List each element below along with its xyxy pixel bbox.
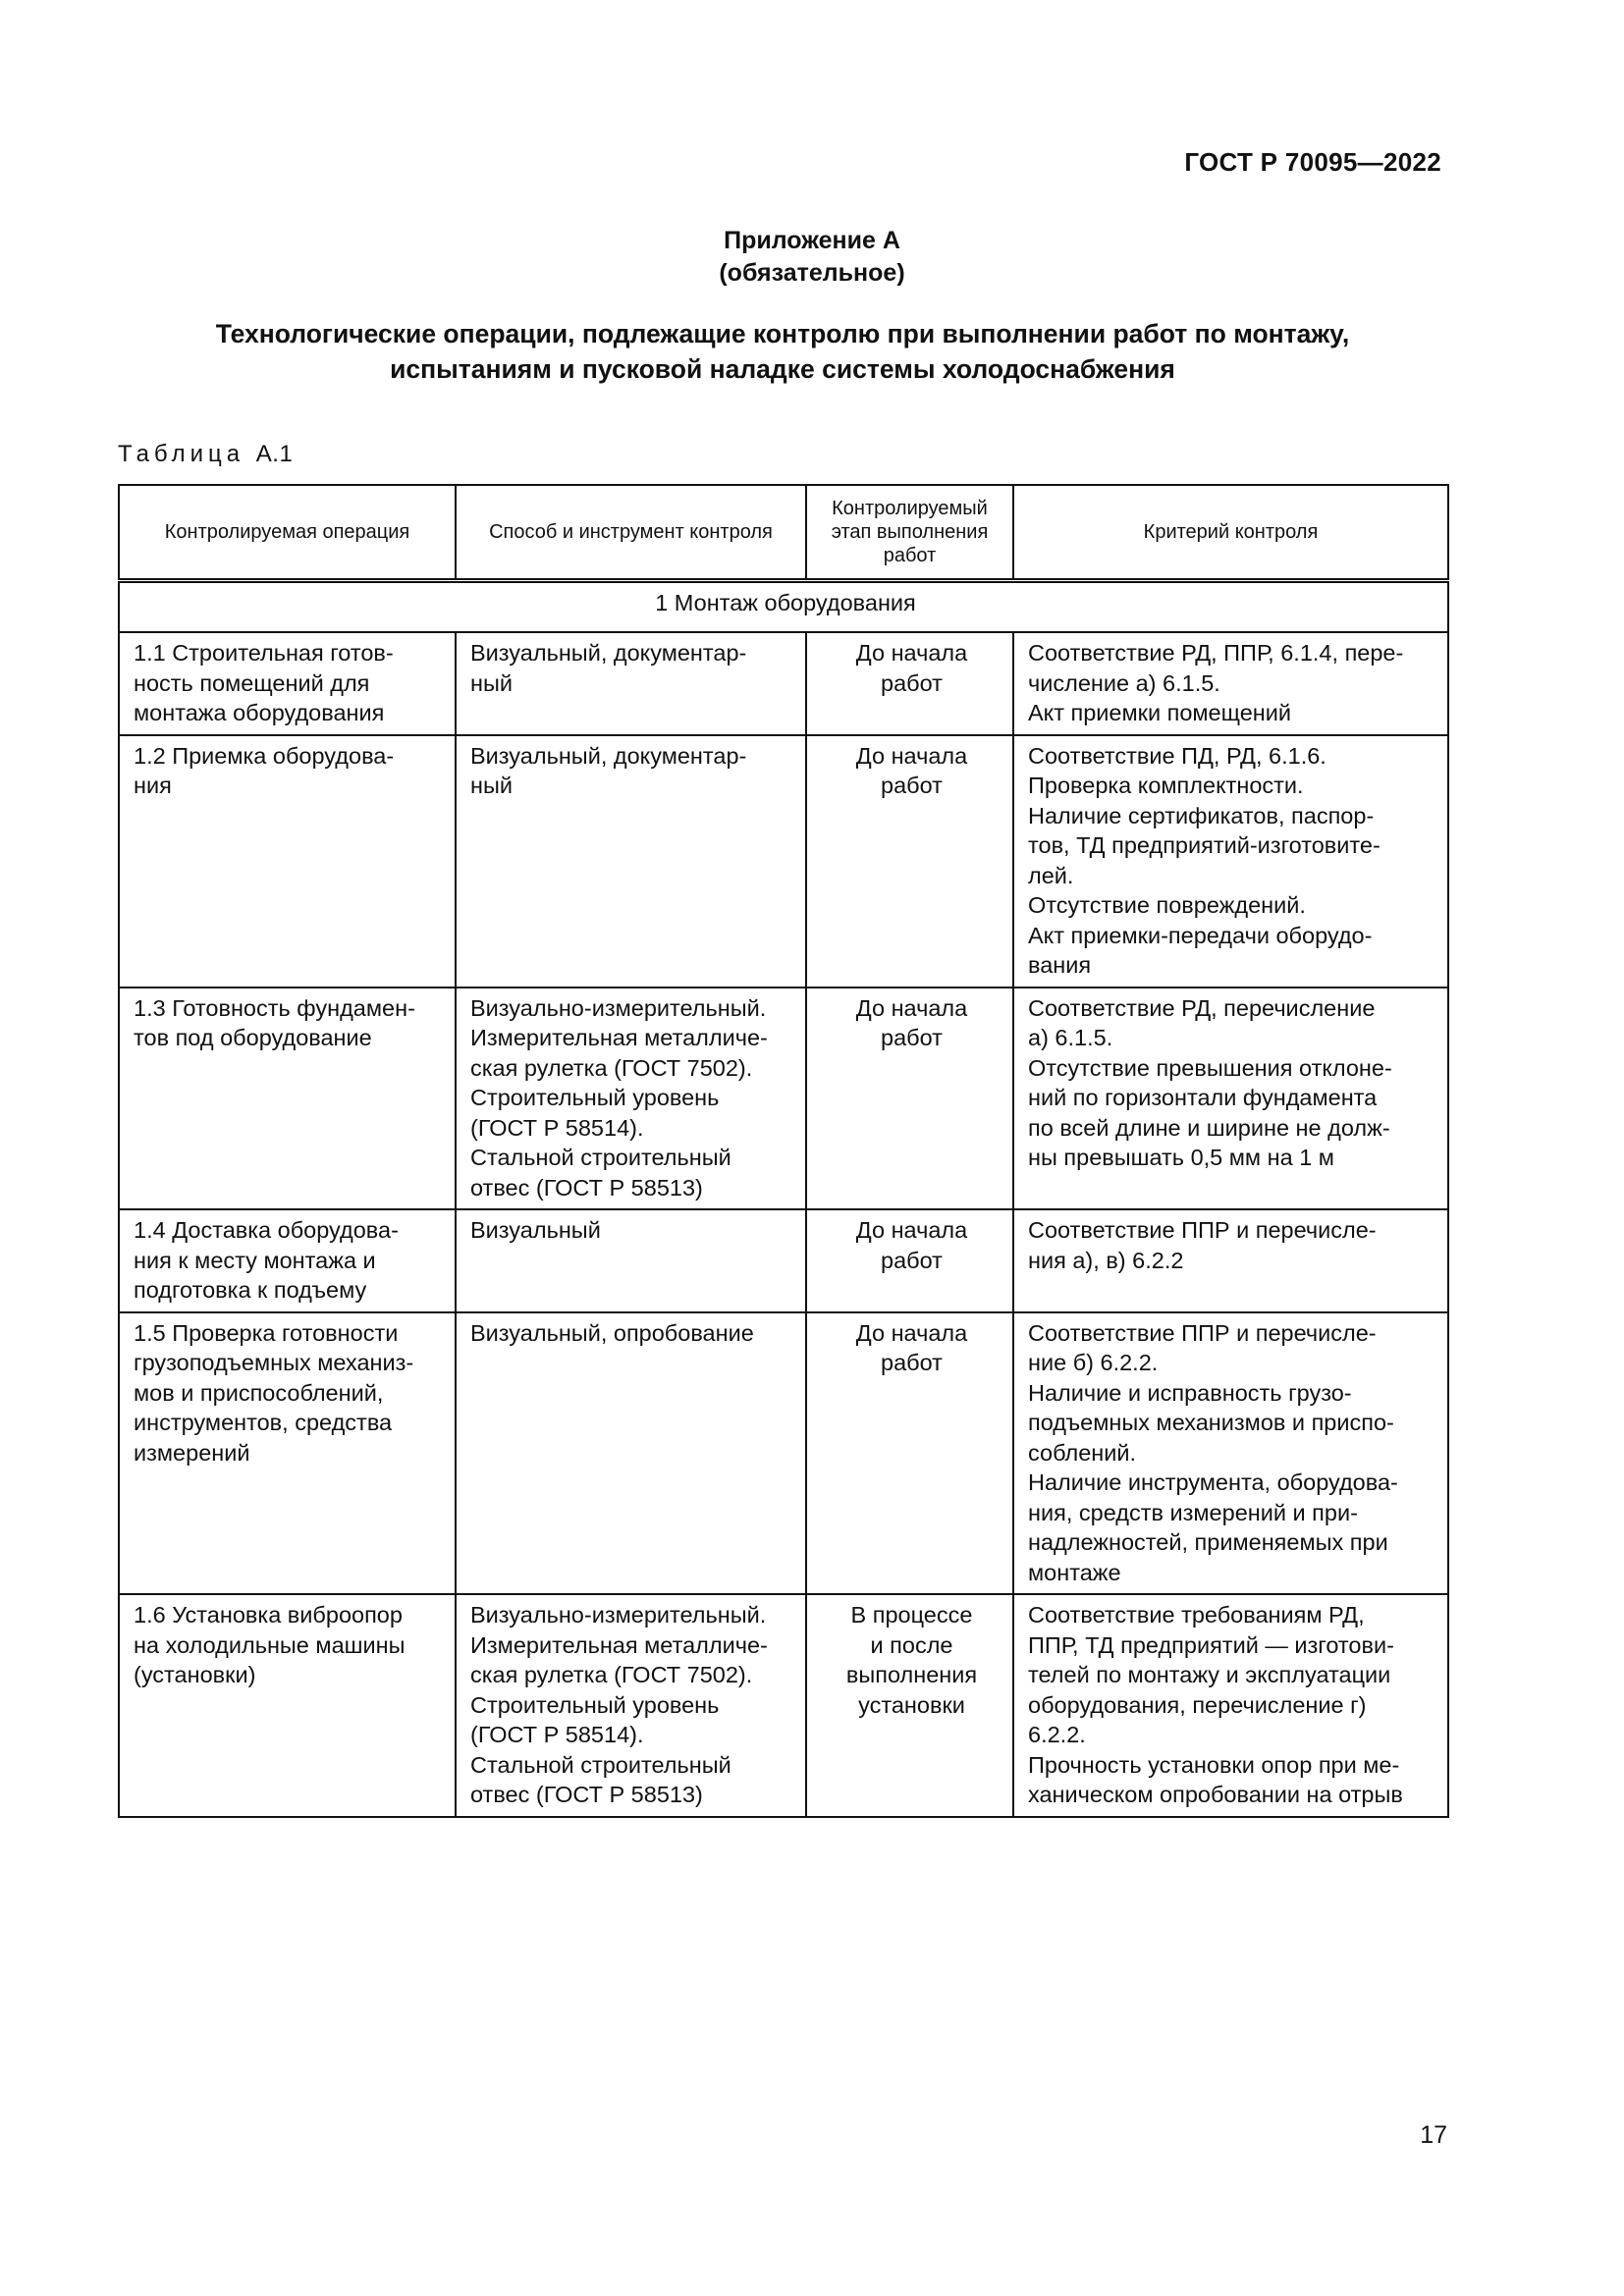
cell-text-line: Соответствие РД, перечисление bbox=[1028, 994, 1376, 1021]
cell-criterion bbox=[1013, 735, 1448, 988]
cell-text-line: соблений. bbox=[1028, 1439, 1137, 1466]
table-row bbox=[119, 1209, 1448, 1312]
cell-text-line: ханическом опробовании на отрыв bbox=[1028, 1782, 1403, 1807]
cell-text-line: 1.4 Доставка оборудова- bbox=[134, 1217, 399, 1243]
cell-text-line: работ bbox=[881, 1025, 943, 1050]
cell-text-line: 1.5 Проверка готовности bbox=[134, 1319, 399, 1346]
cell-text-line: До начала bbox=[855, 1319, 968, 1346]
cell-text-line: на холодильные машины bbox=[134, 1631, 406, 1658]
cell-text-line: 6.2.2. bbox=[1028, 1722, 1086, 1747]
main-title bbox=[118, 316, 1447, 387]
cell-method bbox=[456, 735, 806, 988]
cell-text-line: а) 6.1.5. bbox=[1028, 1025, 1113, 1050]
cell-stage bbox=[806, 1594, 1013, 1817]
cell-text-line: Акт приемки-передачи оборудо- bbox=[1028, 922, 1373, 948]
table-row bbox=[119, 1312, 1448, 1595]
appendix-title: Приложение А bbox=[724, 227, 900, 254]
cell-text-line: Визуальный, документар- bbox=[470, 640, 747, 666]
cell-text-line: инструментов, средства bbox=[134, 1410, 393, 1435]
cell-criterion bbox=[1013, 632, 1448, 735]
cell-text-line: (ГОСТ Р 58514). bbox=[470, 1722, 644, 1747]
cell-text-line: ность помещений для bbox=[134, 669, 370, 696]
section-row bbox=[119, 581, 1448, 633]
cell-text-line: подготовка к подъему bbox=[134, 1277, 367, 1303]
cell-text-line: Отсутствие повреждений. bbox=[1028, 892, 1306, 918]
cell-text-line: Визуальный, документар- bbox=[470, 742, 747, 769]
cell-text-line: отвес (ГОСТ Р 58513) bbox=[470, 1174, 703, 1201]
cell-text-line: До начала bbox=[855, 742, 968, 769]
cell-stage bbox=[806, 632, 1013, 735]
cell-text-line: мов и приспособлений, bbox=[134, 1379, 384, 1406]
table-row bbox=[119, 988, 1448, 1210]
cell-text-line: Соответствие ППР и перечисле- bbox=[1028, 1319, 1377, 1346]
table-row bbox=[119, 735, 1448, 988]
cell-method bbox=[456, 1594, 806, 1817]
cell-text-line: выполнения bbox=[845, 1662, 978, 1687]
cell-stage bbox=[806, 735, 1013, 988]
cell-text-line: вания bbox=[1028, 952, 1092, 978]
cell-text-line: ская рулетка (ГОСТ 7502). bbox=[470, 1662, 753, 1687]
cell-text-line: 1.2 Приемка оборудова- bbox=[134, 742, 395, 769]
cell-text-line: ния а), в) 6.2.2 bbox=[1028, 1247, 1184, 1273]
cell-text-line: ны превышать 0,5 мм на 1 м bbox=[1028, 1145, 1334, 1170]
table-row bbox=[119, 632, 1448, 735]
cell-text-line: Проверка комплектности. bbox=[1028, 773, 1304, 798]
document-code: ГОСТ Р 70095—2022 bbox=[1184, 147, 1441, 177]
table-header-row bbox=[119, 485, 1448, 581]
cell-operation bbox=[119, 1312, 456, 1595]
cell-text-line: 1.1 Строительная готов- bbox=[134, 640, 394, 666]
cell-text-line: Визуальный, опробование bbox=[470, 1319, 754, 1346]
column-header-stage: Контролируемый этап выполнения работ bbox=[806, 485, 1013, 581]
cell-operation bbox=[119, 735, 456, 988]
cell-criterion bbox=[1013, 1209, 1448, 1312]
appendix-heading bbox=[0, 225, 1624, 290]
cell-text-line: установки bbox=[858, 1691, 965, 1718]
cell-text-line: Наличие инструмента, оборудова- bbox=[1028, 1469, 1398, 1495]
main-title-line-1: Технологические операции, подлежащие контролю при выполнении работ по монтажу, bbox=[215, 319, 1350, 348]
cell-text-line: работ bbox=[881, 669, 943, 696]
cell-text-line: тов, ТД предприятий-изготовите- bbox=[1028, 832, 1380, 858]
cell-text-line: грузоподъемных механиз- bbox=[134, 1350, 414, 1375]
cell-text-line: Измерительная металличе- bbox=[470, 1025, 768, 1050]
column-header-method: Способ и инструмент контроля bbox=[456, 485, 806, 581]
page-number: 17 bbox=[1420, 2121, 1447, 2149]
cell-text-line: До начала bbox=[855, 640, 968, 666]
cell-text-line: Акт приемки помещений bbox=[1028, 700, 1291, 725]
cell-text-line: работ bbox=[881, 773, 943, 798]
cell-text-line: Стальной строительный bbox=[470, 1145, 731, 1170]
cell-text-line: оборудования, перечисление г) bbox=[1028, 1691, 1367, 1718]
cell-operation bbox=[119, 632, 456, 735]
cell-text-line: надлежностей, применяемых при bbox=[1028, 1529, 1388, 1555]
cell-text-line: (ГОСТ Р 58514). bbox=[470, 1114, 644, 1141]
cell-text-line: 1.3 Готовность фундамен- bbox=[134, 994, 415, 1021]
cell-method bbox=[456, 1312, 806, 1595]
cell-text-line: Строительный уровень bbox=[470, 1691, 720, 1718]
cell-text-line: Визуально-измерительный. bbox=[470, 1602, 767, 1628]
section-title: 1 Монтаж оборудования bbox=[119, 581, 1448, 633]
cell-stage bbox=[806, 1209, 1013, 1312]
cell-text-line: ния, средств измерений и при- bbox=[1028, 1499, 1358, 1525]
cell-text-line: и после bbox=[870, 1631, 953, 1658]
cell-criterion bbox=[1013, 988, 1448, 1210]
cell-operation bbox=[119, 1594, 456, 1817]
cell-text-line: Соответствие ПД, РД, 6.1.6. bbox=[1028, 742, 1326, 769]
cell-text-line: Соответствие РД, ППР, 6.1.4, пере- bbox=[1028, 640, 1404, 666]
cell-text-line: ская рулетка (ГОСТ 7502). bbox=[470, 1054, 753, 1081]
cell-operation bbox=[119, 1209, 456, 1312]
column-header-criterion: Критерий контроля bbox=[1013, 485, 1448, 581]
cell-text-line: Соответствие ППР и перечисле- bbox=[1028, 1217, 1377, 1243]
cell-text-line: Строительный уровень bbox=[470, 1085, 720, 1110]
cell-stage bbox=[806, 1312, 1013, 1595]
cell-operation bbox=[119, 988, 456, 1210]
cell-text-line: отвес (ГОСТ Р 58513) bbox=[470, 1782, 703, 1807]
main-title-line-2: испытаниям и пусковой наладке системы холодоснабжения bbox=[390, 354, 1175, 384]
cell-text-line: Соответствие требованиям РД, bbox=[1028, 1602, 1365, 1628]
cell-text-line: До начала bbox=[855, 1217, 968, 1243]
cell-text-line: До начала bbox=[855, 994, 968, 1021]
cell-text-line: Прочность установки опор при ме- bbox=[1028, 1751, 1400, 1778]
cell-criterion bbox=[1013, 1594, 1448, 1817]
cell-text-line: Визуальный bbox=[470, 1217, 601, 1243]
cell-text-line: Отсутствие превышения отклоне- bbox=[1028, 1054, 1392, 1081]
cell-text-line: подъемных механизмов и приспо- bbox=[1028, 1410, 1394, 1435]
cell-text-line: ния bbox=[134, 773, 172, 798]
control-table bbox=[118, 484, 1449, 1818]
cell-text-line: по всей длине и ширине не долж- bbox=[1028, 1114, 1390, 1141]
cell-text-line: работ bbox=[881, 1350, 943, 1375]
cell-text-line: Стальной строительный bbox=[470, 1751, 731, 1778]
table-label-number: А.1 bbox=[255, 441, 294, 467]
cell-text-line: работ bbox=[881, 1247, 943, 1273]
cell-method bbox=[456, 1209, 806, 1312]
cell-text-line: (установки) bbox=[134, 1662, 256, 1687]
cell-text-line: числение а) 6.1.5. bbox=[1028, 669, 1220, 696]
cell-text-line: ния к месту монтажа и bbox=[134, 1247, 376, 1273]
cell-text-line: В процессе bbox=[850, 1602, 973, 1628]
appendix-status: (обязательное) bbox=[719, 259, 905, 287]
cell-text-line: ный bbox=[470, 669, 513, 696]
cell-text-line: монтаже bbox=[1028, 1559, 1121, 1585]
cell-method bbox=[456, 988, 806, 1210]
cell-text-line: ППР, ТД предприятий — изготови- bbox=[1028, 1631, 1394, 1658]
cell-text-line: монтажа оборудования bbox=[134, 700, 385, 725]
cell-text-line: измерений bbox=[134, 1439, 250, 1466]
cell-text-line: лей. bbox=[1028, 862, 1074, 888]
cell-method bbox=[456, 632, 806, 735]
cell-text-line: Наличие и исправность грузо- bbox=[1028, 1379, 1352, 1406]
cell-text-line: 1.6 Установка виброопор bbox=[134, 1602, 403, 1628]
cell-text-line: тов под оборудование bbox=[134, 1025, 372, 1050]
cell-text-line: Наличие сертификатов, паспор- bbox=[1028, 802, 1375, 828]
cell-text-line: Измерительная металличе- bbox=[470, 1631, 768, 1658]
cell-text-line: ний по горизонтали фундамента bbox=[1028, 1085, 1378, 1110]
cell-text-line: телей по монтажу и эксплуатации bbox=[1028, 1662, 1391, 1687]
cell-text-line: ный bbox=[470, 773, 513, 798]
cell-stage bbox=[806, 988, 1013, 1210]
cell-text-line: ние б) 6.2.2. bbox=[1028, 1350, 1159, 1375]
table-row bbox=[119, 1594, 1448, 1817]
table-label bbox=[118, 441, 293, 468]
table-label-word: Таблица bbox=[118, 441, 245, 467]
cell-text-line: Визуально-измерительный. bbox=[470, 994, 767, 1021]
column-header-operation: Контролируемая операция bbox=[119, 485, 456, 581]
cell-criterion bbox=[1013, 1312, 1448, 1595]
